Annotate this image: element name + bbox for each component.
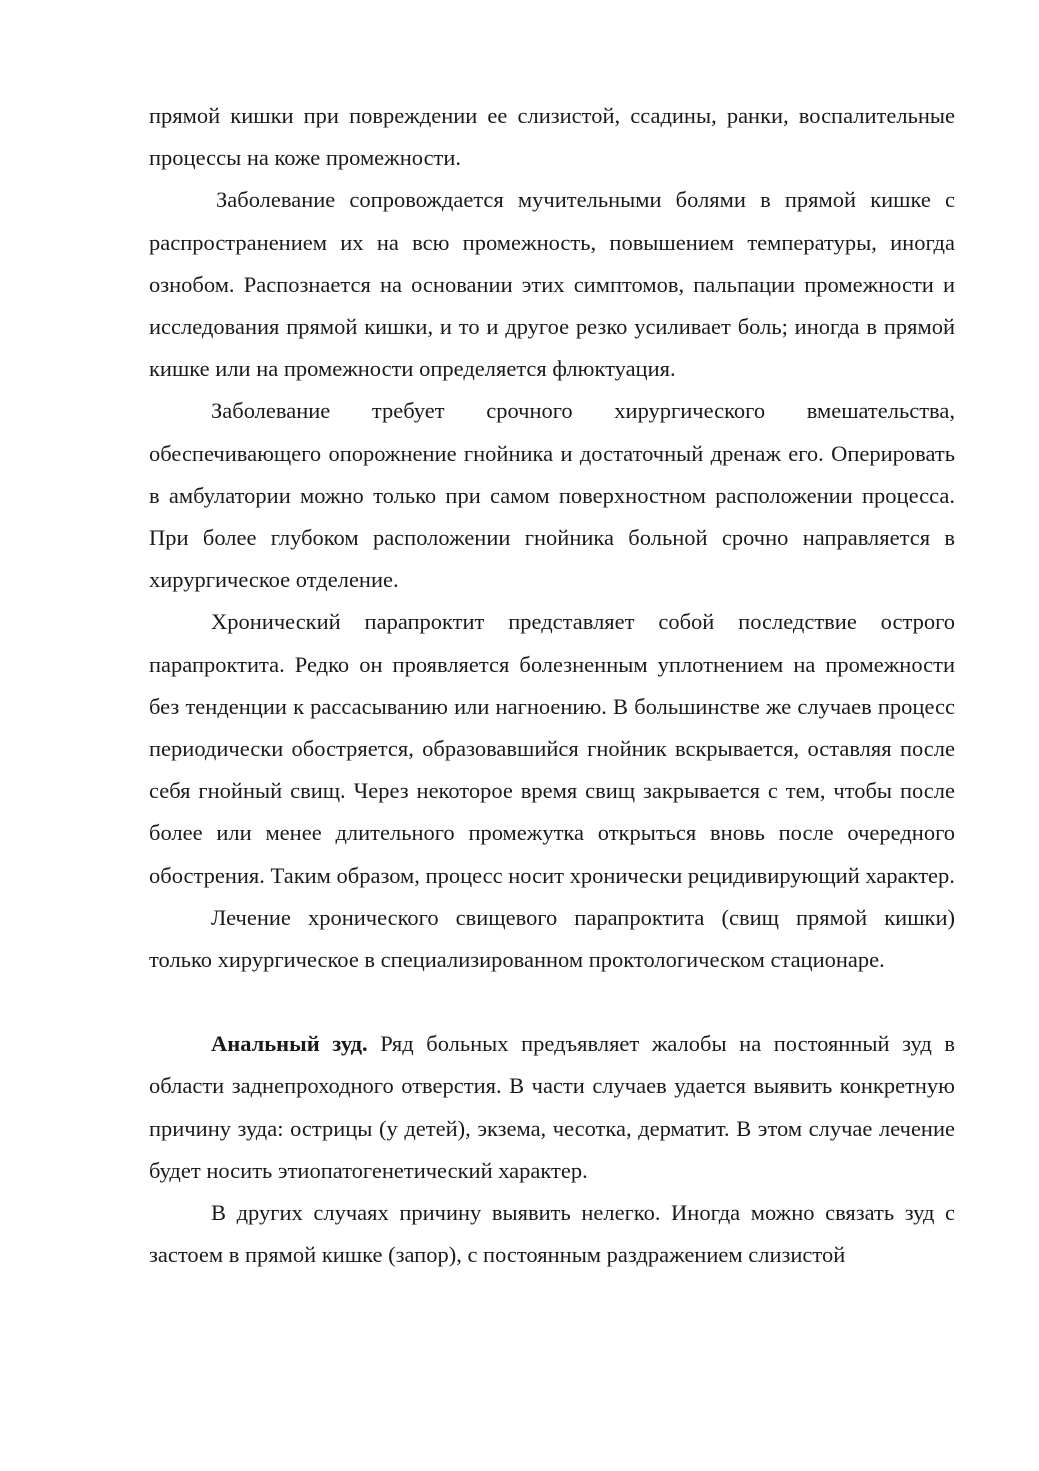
section-heading: Анальный зуд. [211, 1031, 368, 1057]
section-gap [149, 981, 955, 1023]
paragraph-anal-itch [149, 1023, 955, 1192]
paragraph-chronic: Хронический парапроктит представляет собой последствие острого парапроктита. Редко он проявляется болезненным уплотнением на промежности без тенденции к рассасыванию или нагноению. В большинстве же случаев процесс периодически обостряется, образовавшийся гнойник вскрывается, оставляя после себя гнойный свищ. Через некоторое время свищ закрывается с тем, чтобы после более или менее длительного промежутка открыться вновь после очередного обострения. Таким образом, процесс носит хронически рецидивирующий характер. [149, 609, 955, 888]
paragraph-continuation: прямой кишки при повреждении ее слизистой, ссадины, ранки, воспалительные процессы на коже промежности. [149, 103, 955, 171]
document-page [149, 95, 955, 1276]
paragraph-treatment: Лечение хронического свищевого парапроктита (свищ прямой кишки) только хирургическое в специализированном проктологическом стационаре. [149, 904, 955, 973]
paragraph-surgery: Заболевание требует срочного хирургического вмешательства, обеспечивающего опорожнение гнойника и достаточный дренаж его. Оперировать в амбулатории можно только при самом поверхностном расположении процесса. При более глубоком расположении гнойника больной срочно направляется в хирургическое отделение. [149, 398, 955, 593]
paragraph-other-cases: В других случаях причину выявить нелегко. Иногда можно связать зуд с застоем в прямой кишке (запор), с постоянным раздражением слизистой [149, 1200, 955, 1268]
paragraph-symptoms: Заболевание сопровождается мучительными болями в прямой кишке с распространением их на всю промежность, повышением температуры, иногда ознобом. Распознается на основании этих симптомов, пальпации промежности и исследования прямой кишки, и то и другое резко усиливает боль; иногда в прямой кишке или на промежности определяется флюктуация. [149, 187, 955, 382]
section-body: Ряд больных предъявляет жалобы на постоянный зуд в области заднепроходного отверстия. В части случаев удается выявить конкретную причину зуда: острицы (у детей), экзема, чесотка, дерматит. В этом случае лечение будет носить этиопатогенетический характер. [149, 1031, 955, 1183]
